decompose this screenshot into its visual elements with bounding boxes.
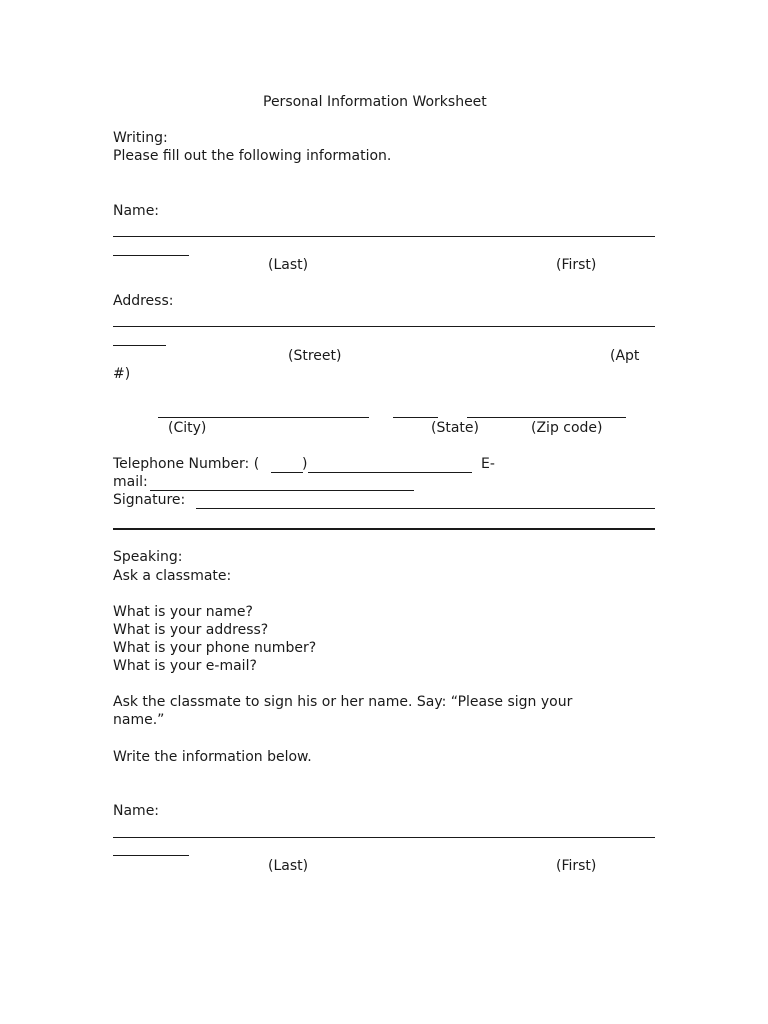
first-name-caption: (First) <box>556 257 597 273</box>
signature-label: Signature: <box>113 492 186 508</box>
question-name: What is your name? <box>113 604 253 620</box>
question-phone: What is your phone number? <box>113 640 317 656</box>
street-caption: (Street) <box>288 348 342 364</box>
address-input-line-continued[interactable] <box>113 345 166 346</box>
classmate-name-input-line[interactable] <box>113 837 655 838</box>
sign-request-continued: name.” <box>113 712 165 728</box>
state-input-line[interactable] <box>393 417 438 418</box>
apt-caption-continued: #) <box>113 366 131 382</box>
zip-caption: (Zip code) <box>531 420 603 436</box>
name-label: Name: <box>113 203 160 219</box>
classmate-last-name-caption: (Last) <box>268 858 309 874</box>
city-input-line[interactable] <box>158 417 369 418</box>
question-address: What is your address? <box>113 622 269 638</box>
email-input-line[interactable] <box>150 490 414 491</box>
area-code-input-line[interactable] <box>271 472 303 473</box>
sign-request: Ask the classmate to sign his or her name. Say: “Please sign your <box>113 694 573 710</box>
email-label: E- <box>481 456 495 472</box>
address-input-line[interactable] <box>113 326 655 327</box>
name-input-line-continued[interactable] <box>113 255 189 256</box>
page-title: Personal Information Worksheet <box>263 94 487 110</box>
telephone-paren-close: ) <box>302 456 308 472</box>
question-email: What is your e-mail? <box>113 658 257 674</box>
name-input-line[interactable] <box>113 236 655 237</box>
write-below-instruction: Write the information below. <box>113 749 312 765</box>
classmate-first-name-caption: (First) <box>556 858 597 874</box>
writing-heading: Writing: <box>113 130 168 146</box>
classmate-name-label: Name: <box>113 803 160 819</box>
speaking-heading: Speaking: <box>113 549 183 565</box>
classmate-name-input-line-continued[interactable] <box>113 855 189 856</box>
writing-instruction: Please fill out the following information. <box>113 148 392 164</box>
telephone-label: Telephone Number: ( <box>113 456 260 472</box>
signature-input-line[interactable] <box>196 508 655 509</box>
city-caption: (City) <box>168 420 207 436</box>
state-caption: (State) <box>431 420 479 436</box>
apt-caption: (Apt <box>610 348 640 364</box>
section-divider <box>113 528 655 530</box>
email-label-continued: mail: <box>113 474 148 490</box>
last-name-caption: (Last) <box>268 257 309 273</box>
speaking-instruction: Ask a classmate: <box>113 568 232 584</box>
zip-input-line[interactable] <box>467 417 626 418</box>
telephone-input-line[interactable] <box>308 472 472 473</box>
address-label: Address: <box>113 293 174 309</box>
